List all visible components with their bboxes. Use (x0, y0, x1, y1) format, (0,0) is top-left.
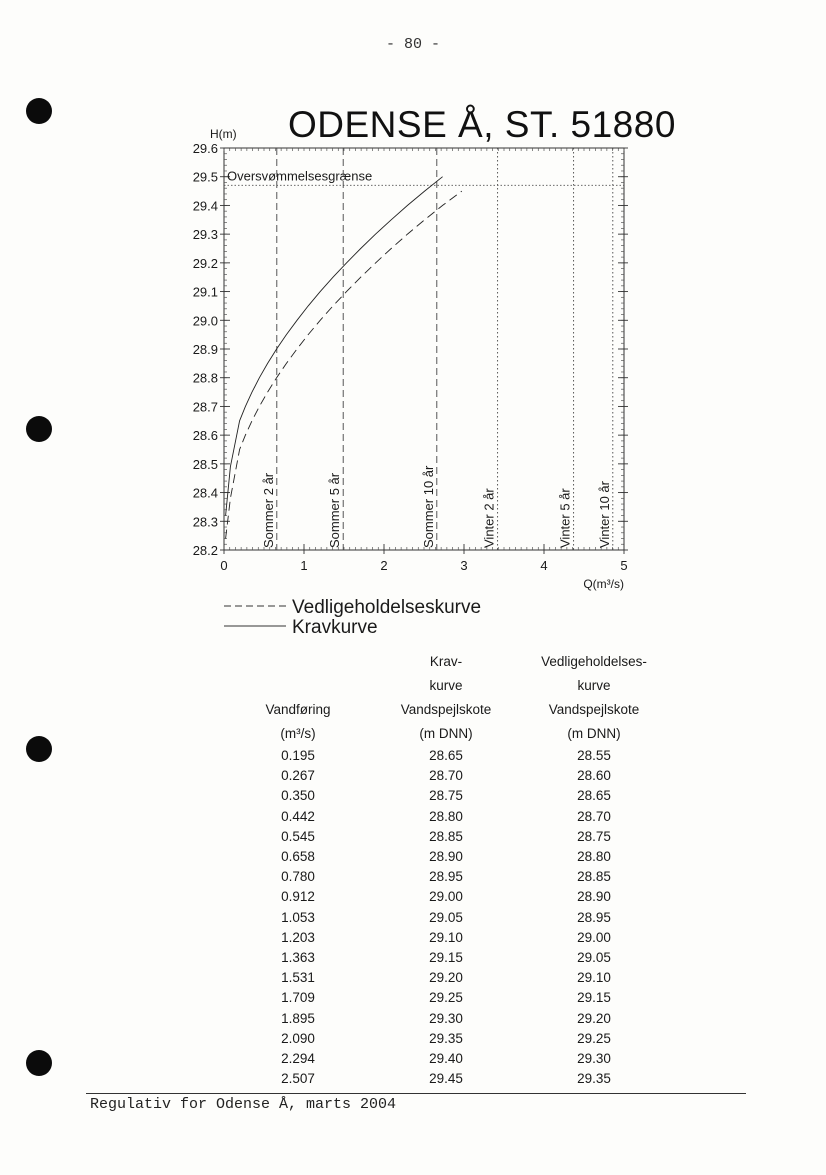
table-header-cell: kurve (577, 678, 611, 693)
y-tick-label: 28.2 (192, 543, 218, 558)
table-cell: 28.60 (577, 768, 611, 784)
table-cell: 1.531 (281, 970, 315, 986)
table-header-cell (238, 674, 358, 698)
y-tick-label: 29.6 (192, 141, 218, 156)
y-tick-label: 28.6 (192, 428, 218, 444)
table-row (238, 847, 654, 867)
y-tick-label: 28.3 (192, 514, 218, 530)
table-header-cell: Vandføring (265, 702, 331, 717)
table-header-cell: Vedligeholdelses- (541, 654, 647, 669)
y-tick-label: 29.4 (192, 198, 218, 214)
page-footer: Regulativ for Odense Å, marts 2004 (90, 1096, 397, 1113)
table-cell: 1.203 (281, 929, 315, 945)
table-cell: 29.25 (577, 1030, 611, 1046)
table-row (238, 1009, 654, 1029)
requirement-curve (226, 177, 443, 516)
table-cell: 29.35 (577, 1071, 611, 1087)
table-row (238, 988, 654, 1008)
table-row (238, 766, 654, 786)
y-tick-label: 28.5 (192, 456, 218, 472)
table-header-cell: (m DNN) (419, 726, 473, 741)
table-header-cell: (m DNN) (567, 726, 621, 741)
y-tick-label: 29.2 (192, 255, 218, 271)
table-row (238, 887, 654, 907)
y-tick-label: 28.9 (192, 342, 218, 357)
table-row (238, 1049, 654, 1069)
chart-title: ODENSE Å, ST. 51880 (288, 104, 676, 145)
marker-label: Vinter 10 år (596, 481, 612, 548)
y-tick-label: 29.3 (192, 227, 218, 243)
legend-label: Kravkurve (292, 617, 378, 638)
table-row (238, 786, 654, 806)
binder-hole-4 (26, 1050, 52, 1076)
table-body (238, 746, 654, 1089)
table-cell: 29.25 (429, 990, 463, 1006)
table-cell: 28.80 (429, 808, 463, 824)
rating-table (238, 650, 654, 1089)
table-header-cell (238, 650, 358, 674)
table-header-cell: Vandspejlskote (548, 702, 640, 717)
y-tick-label: 28.8 (192, 370, 218, 386)
table-cell: 29.15 (429, 950, 463, 966)
table-cell: 28.75 (429, 788, 463, 804)
page-number: - 80 - (385, 36, 440, 53)
threshold-label: Oversvømmelsesgrænse (227, 168, 373, 184)
table-cell: 28.80 (577, 849, 611, 865)
table-cell: 29.05 (577, 950, 611, 966)
table-header-cell: (m³/s) (280, 726, 316, 741)
table-cell: 1.053 (281, 909, 315, 925)
table-cell: 28.75 (577, 828, 611, 844)
table-cell: 28.85 (577, 869, 611, 885)
table-cell: 29.00 (429, 889, 463, 905)
y-tick-label: 29.0 (192, 313, 218, 329)
y-tick-label: 28.7 (192, 399, 218, 415)
x-axis-label: Q(m³/s) (583, 577, 624, 591)
table-cell: 29.20 (429, 970, 463, 986)
table-row (238, 968, 654, 988)
table-cell: 28.85 (429, 828, 463, 844)
table-header-cell: kurve (429, 678, 463, 693)
table-cell: 28.55 (577, 748, 611, 763)
table-cell: 29.30 (577, 1051, 611, 1067)
table-row (238, 827, 654, 847)
table-cell: 29.10 (429, 929, 463, 945)
marker-label: Sommer 10 år (420, 465, 436, 548)
table-cell: 28.90 (577, 889, 611, 905)
footer-divider (86, 1093, 746, 1094)
x-tick-label: 1 (300, 558, 308, 573)
marker-label: Sommer 5 år (327, 472, 343, 548)
table-header-cell: Krav- (429, 654, 463, 669)
table-header-cell: Vandspejlskote (400, 702, 492, 717)
table-cell: 29.10 (577, 970, 611, 986)
table-cell: 28.70 (429, 768, 463, 784)
table-cell: 29.15 (577, 990, 611, 1006)
table-cell: 0.545 (281, 828, 315, 844)
marker-label: Sommer 2 år (260, 472, 276, 548)
x-tick-label: 5 (620, 558, 628, 573)
table-row (238, 1069, 654, 1089)
table-cell: 28.95 (429, 869, 463, 885)
table-cell: 29.20 (577, 1010, 611, 1026)
table-row (238, 928, 654, 948)
table-cell: 28.95 (577, 909, 611, 925)
table-cell: 0.912 (281, 889, 315, 905)
table-cell: 29.40 (429, 1051, 463, 1067)
y-tick-label: 29.5 (192, 169, 218, 185)
table-cell: 2.090 (281, 1030, 315, 1046)
legend-label: Vedligeholdelseskurve (292, 597, 482, 618)
table-cell: 1.363 (281, 950, 315, 966)
table-cell: 28.70 (577, 808, 611, 824)
table-cell: 28.90 (429, 849, 463, 865)
marker-label: Vinter 2 år (481, 488, 497, 548)
x-tick-label: 0 (220, 558, 228, 573)
y-tick-label: 29.1 (192, 284, 218, 300)
table-row (238, 1029, 654, 1049)
table-cell: 29.30 (429, 1010, 463, 1026)
y-axis-label: H(m) (210, 127, 237, 141)
table-cell: 0.780 (281, 869, 315, 885)
table-cell: 28.65 (577, 788, 611, 804)
table-row (238, 948, 654, 968)
table-cell: 29.00 (577, 929, 611, 945)
x-tick-label: 4 (540, 558, 548, 573)
table-cell: 28.65 (429, 748, 463, 763)
table-cell: 29.45 (429, 1071, 463, 1087)
table-row (238, 908, 654, 928)
table-cell: 0.195 (281, 748, 315, 763)
table-cell: 0.267 (281, 768, 315, 784)
table-cell: 0.658 (281, 849, 315, 865)
y-tick-label: 28.4 (192, 485, 218, 501)
table-cell: 1.895 (281, 1010, 315, 1026)
table-cell: 0.350 (281, 788, 315, 804)
table-cell: 29.05 (429, 909, 463, 925)
table-cell: 2.294 (281, 1051, 315, 1067)
table-cell: 2.507 (281, 1071, 315, 1087)
table-cell: 0.442 (281, 808, 315, 824)
x-tick-label: 2 (380, 558, 388, 573)
table-cell: 1.709 (281, 990, 315, 1006)
binder-hole-3 (26, 736, 52, 762)
marker-label: Vinter 5 år (557, 488, 573, 548)
table-row (238, 867, 654, 887)
table-row (238, 746, 654, 766)
table-cell: 29.35 (429, 1030, 463, 1046)
x-tick-label: 3 (460, 558, 468, 573)
table-row (238, 807, 654, 827)
